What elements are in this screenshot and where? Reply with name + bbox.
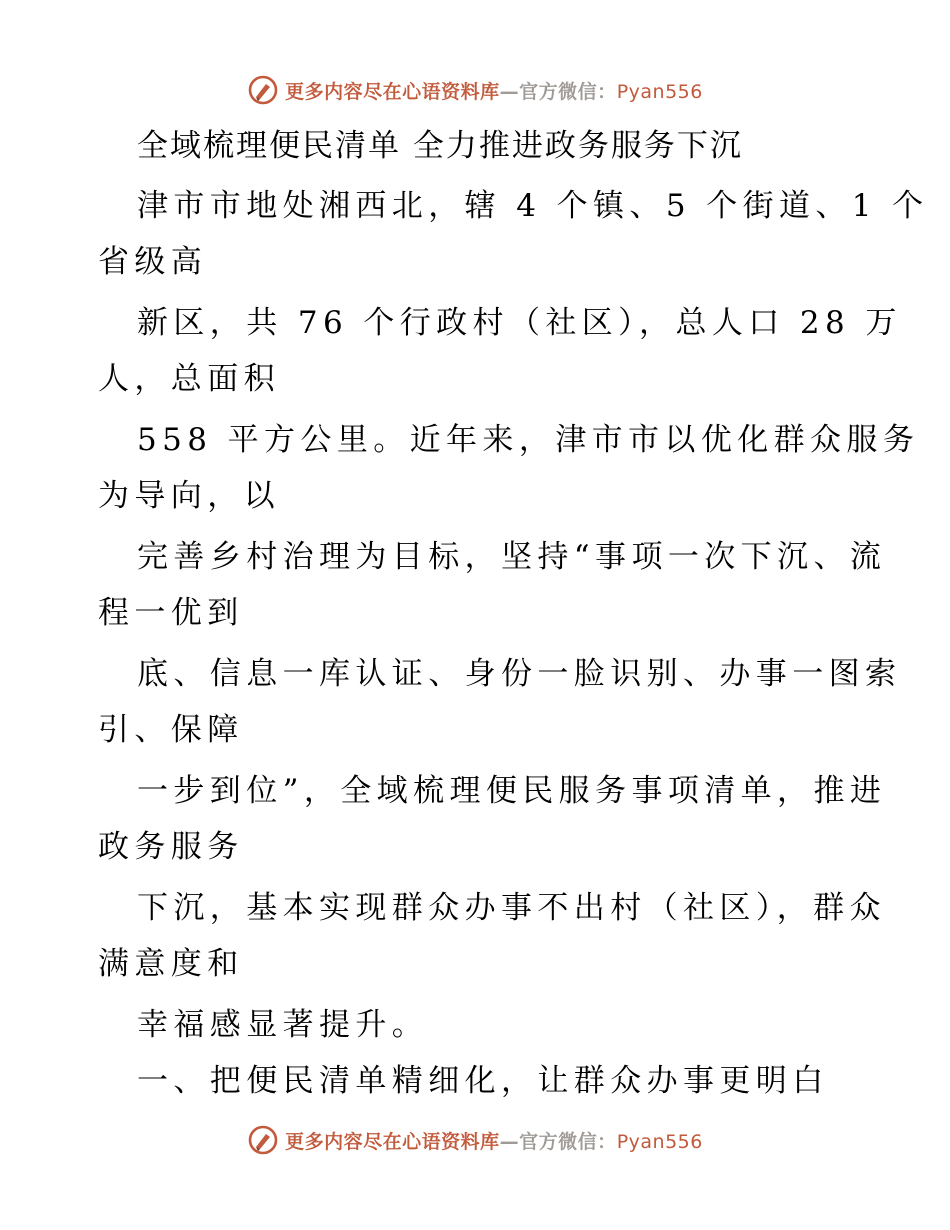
paragraph-line: 底、信息一库认证、身份一脸识别、办事一图索 [137,656,902,692]
footer-banner [0,1120,950,1160]
banner-text: 更多内容尽在心语资料库—官方微信：Pyan556 [285,1130,703,1153]
section-heading: 一、把便民清单精细化，让群众办事更明白 [137,1063,829,1099]
paragraph-line: 满意度和 [98,946,244,982]
paragraph-line: 新区，共 76 个行政村（社区），总人口 28 万 [137,305,902,341]
pen-nib-logo-icon [247,74,279,106]
paragraph-line: 558 平方公里。近年来，津市市以优化群众服务 [137,422,920,458]
paragraph-line: 省级高 [98,244,208,280]
paragraph-line: 一步到位”，全域梳理便民服务事项清单，推进 [137,773,887,809]
paragraph-line: 为导向，以 [98,478,280,514]
paragraph-line: 引、保障 [98,712,244,748]
paragraph-line: 人，总面积 [98,361,280,397]
paragraph-line: 程一优到 [98,595,244,631]
paragraph-line: 下沉，基本实现群众办事不出村（社区），群众 [137,890,886,926]
paragraph-line: 幸福感显著提升。 [137,1007,429,1043]
banner-text: 更多内容尽在心语资料库—官方微信：Pyan556 [285,80,703,103]
document-title: 全域梳理便民清单 全力推进政务服务下沉 [137,128,743,164]
header-banner [0,70,950,110]
paragraph-line: 完善乡村治理为目标，坚持“事项一次下沉、流 [137,539,887,575]
pen-nib-logo-icon [247,1124,279,1156]
paragraph-line: 津市市地处湘西北，辖 4 个镇、5 个街道、1 个 [137,188,929,224]
paragraph-line: 政务服务 [98,829,244,865]
